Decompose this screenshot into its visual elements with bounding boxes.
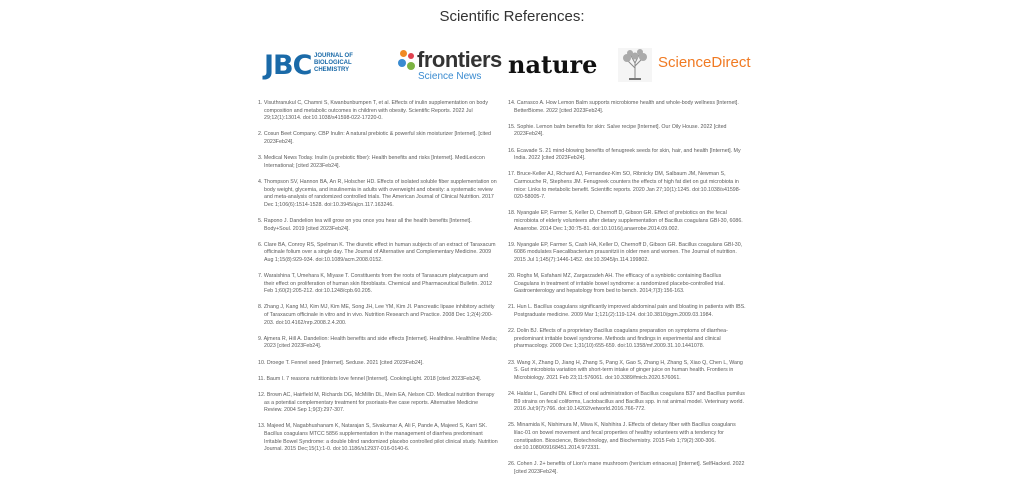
sciencedirect-logo	[618, 44, 778, 88]
sciencedirect-logo-word: ScienceDirect	[658, 54, 751, 71]
journal-logos	[258, 44, 778, 88]
reference-item: 20. Roghs M, Esfahani MZ, Zargarzadeh AH. The efficacy of a synbiotic containing Bacillus Coagulans in treatment of irritable bowel syndrome: a randomized placebo-controlled trial. Gastroenterology and hepatology from bed to bench. 2014;7(3):156-163.	[508, 273, 725, 295]
nature-logo: nature	[508, 50, 598, 79]
reference-column-right	[508, 100, 748, 485]
reference-item: 9. Ajmera R, Hill A. Dandelion: Health benefits and side effects [Internet]. Healthline. Healthline Media; 2023 [cited 2023Feb24].	[258, 335, 497, 350]
reference-item: 10. Droege T. Fennel seed [Internet]. Seduse. 2021 [cited 2023Feb24].	[258, 359, 424, 366]
frontiers-logo	[398, 44, 503, 88]
frontiers-logo-subtitle: Science News	[418, 71, 482, 82]
reference-item: 25. Minamida K, Nishimura M, Miwa K, Nishihira J. Effects of dietary fiber with Bacillus coagulans lilac-01 on bowel movement and fecal properties of healthy volunteers with a tendency for constipation. Bioscience, Biotechnology, and Biochemistry. 2015 Feb 1;79(2):300-306. doi:10.1080/09168451.2014.972331.	[508, 422, 736, 452]
jbc-logo	[264, 44, 364, 88]
reference-item: 16. Ecavade S. 21 mind-blowing benefits of fenugreek seeds for skin, hair, and health [Internet]. My India. 2022 [cited 2023Feb24].	[508, 147, 741, 162]
reference-item: 12. Brown AC, Hairfield M, Richards DG, McMillin DL, Mein EA, Nelson CD. Medical nutrition therapy as a potential complementary treatment for psoriasis-five case reports. Alternative Medicine Review. 2004 Sep 1;9(3):297-307.	[258, 391, 495, 414]
reference-item: 17. Bruce-Keller AJ, Richard AJ, Fernandez-Kim SO, Ribnicky DM, Salbaum JM, Newman S, Carmouche R, Stephens JM. Fenugreek counters the effects of high fat diet on gut microbiota in mice: Links to metabolic benefit. Scientific reports. 2020 Jan 27;10(1):1245. doi:10.1038/s41598-020-58005-7.	[508, 171, 741, 201]
reference-item: 3. Medical News Today. Inulin (a prebiotic fiber): Health benefits and risks [Internet]. MediLexicon International; [cited 2023Feb24].	[258, 155, 485, 169]
reference-column-left	[258, 100, 498, 462]
reference-item: 26. Cohen J. 2+ benefits of Lion's mane mushroom (hericium erinaceus) [Internet]. SelfHacked. 2022 [cited 2023Feb24].	[508, 461, 745, 475]
reference-item: 2. Cosun Beet Company. CBP Inulin: A natural prebiotic & powerful skin moisturizer [Internet]. [cited 2023Feb24].	[258, 131, 491, 145]
reference-list	[258, 100, 778, 480]
reference-item: 6. Clare BA, Conroy RS, Spelman K. The diuretic effect in human subjects of an extract of Taraxacum officinale folium over a single day. The Journal of Alternative and Complementary Medicine. 2009 Aug 1;15(8):929-934. doi:10.1089/acm.2008.0152.	[258, 241, 496, 263]
reference-item: 23. Wang X, Zhang D, Jiang H, Zhang S, Pang X, Gao S, Zhang H, Zhang S, Xiao Q, Chen L, Wang S. Gut microbiota variation with short-term intake of ginger juice on human health. Frontiers in Microbiology. 2021 Feb 23;11:576061. doi:10.3389/fmicb.2020.576061.	[508, 359, 743, 381]
reference-item: 19. Nyangale EP, Farmer S, Cash HA, Keller D, Chernoff D, Gibson GR. Bacillus coagulans GBI-30, 6086 modulates Faecalibacterium prausnitzii in older men and women. The Journal of nutrition. 2015 Jul 1;145(7):1446-1452. doi:10.3945/jn.114.199802.	[508, 241, 743, 263]
frontiers-dots-icon	[398, 50, 416, 72]
reference-item: 11. Baum I. 7 reasons nutritionists love fennel [Internet]. CookingLight. 2018 [cited 2023Feb24].	[258, 375, 482, 382]
reference-item: 13. Majeed M, Nagabhushanam K, Natarajan S, Sivakumar A, Ali F, Pande A, Majeed S, Karri SK. Bacillus coagulans MTCC 5856 supplementation in the management of diarrhea predominant Irritable Bowel Syndrome: a double blind randomized placebo controlled pilot clinical study. Nutrition Journal. 2015 Dec;15(1):1-0. doi:10.1186/s12937-016-0140-6.	[258, 423, 498, 453]
elsevier-tree-icon	[618, 48, 652, 82]
reference-item: 15. Sophie. Lemon balm benefits for skin: Salve recipe [Internet]. Our Oily House. 2022 [cited 2023Feb24].	[508, 123, 727, 138]
reference-item: 18. Nyangale EP, Farmer S, Keller D, Chernoff D, Gibson GR. Effect of prebiotics on the fecal microbiota of elderly volunteers after dietary supplementation of Bacillus coagulans GBI-30, 6086. Anaerobe. 2014 Dec 1;30:75-81. doi:10.1016/j.anaerobe.2014.09.002.	[508, 210, 743, 232]
reference-item: 1. Visuthranukul C, Chamni S, Kwanbunbumpen T, et al. Effects of inulin supplementation on body composition and metabolic outcomes in children with obesity. Scientific Reports. 2022 Jul 29;12(1):13014. doi:10.1038/s41598-022-17220-0.	[258, 100, 488, 122]
page-title: Scientific References:	[439, 8, 585, 25]
reference-item: 14. Carrasco A. How Lemon Balm supports microbiome health and whole-body wellness [Internet]. BetterBiome. 2022 [cited 2023Feb24].	[508, 100, 739, 114]
reference-item: 5. Rapono J. Dandelion tea will grow on you once you hear all the health benefits [Internet]. Body+Soul. 2019 [cited 2023Feb24].	[258, 217, 472, 232]
reference-item: 7. Waraishina T, Umehara K, Miyase T. Constituents from the roots of Taraxacum platycarpum and their effect on proliferation of human skin fibroblasts. Chemical and Pharmaceutical Bulletin. 2012 Feb 1;60(2):205-212. doi:10.1248/cpb.60.205.	[258, 273, 493, 295]
reference-item: 24. Haldar L, Gandhi DN. Effect of oral administration of Bacillus coagulans B37 and Bacillus pumilus B9 strains on fecal coliforms, Lactobacillus and Bacillus spp. in rat animal model. Veterinary world. 2016 Jul;9(7):766. doi:10.14202/vetworld.2016.766-772.	[508, 390, 745, 413]
jbc-logo-subtitle: JOURNAL OF BIOLOGICAL CHEMISTRY	[314, 53, 353, 73]
reference-item: 22. Dolin BJ. Effects of a proprietary Bacillus coagulans preparation on symptoms of diarrhea-predominant irritable bowel syndrome. Methods and findings in experimental and clinical pharmacology. 2009 Dec 1;31(10):655-659. doi:10.1358/mf.2009.31.10.1441078.	[508, 328, 728, 350]
reference-item: 8. Zhang J, Kang MJ, Kim MJ, Kim ME, Song JH, Lee YM, Kim JI. Pancreatic lipase inhibitory activity of Taraxacum officinale in vitro and in vivo. Nutrition Research and Practice. 2008 Dec 1;2(4):200-203. doi:10.4162/nrp.2008.2.4.200.	[258, 304, 495, 326]
reference-item: 4. Thompson SV, Hannon BA, An R, Holscher HD. Effects of isolated soluble fiber supplementation on body weight, glycemia, and insulinemia in adults with overweight and obesity: a systematic review and meta-analysis of randomized controlled trials. The American Journal of Clinical Nutrition. 2017 Dec 1;106(6):1514-1528. doi:10.3945/ajcn.117.163246.	[258, 178, 497, 208]
frontiers-logo-word: frontiers	[417, 47, 502, 72]
jbc-logo-mark: JBC	[264, 50, 312, 81]
reference-item: 21. Hun L. Bacillus coagulans significantly improved abdominal pain and bloating in patients with IBS. Postgraduate medicine. 2009 Mar 1;121(2):119-124. doi:10.3810/pgm.2009.03.1984.	[508, 304, 746, 319]
